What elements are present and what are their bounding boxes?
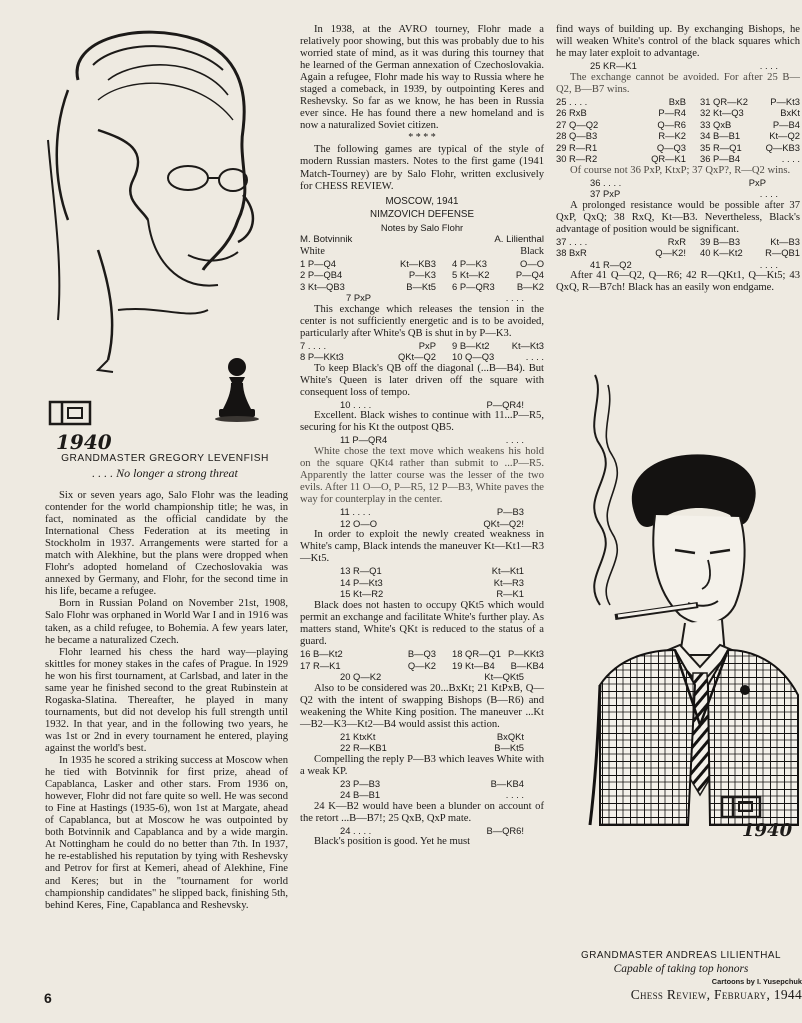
game-note: To keep Black's QB off the diagonal (...B—B4). But White's Queen is later driven off the square with consequent loss of tempo.: [300, 362, 544, 398]
move-row: 11 P—QR4 . . . .: [340, 434, 524, 446]
move-row: 29 R—R1 Q—Q3 35 R—Q1 Q—KB3: [556, 141, 800, 153]
moves-block-2: [300, 340, 544, 363]
move-row: 20 Q—K2 Kt—QKt5: [340, 671, 524, 683]
moves-block-r1: [556, 96, 800, 165]
colors-row: [300, 246, 544, 258]
opening-name: NIMZOVICH DEFENSE: [370, 208, 474, 220]
move-row: 25 KR—K1 . . . .: [590, 60, 778, 72]
moves-block-r2: [556, 177, 800, 200]
magazine-footer: Chess Review, February, 1944: [630, 987, 802, 1002]
move-row: 22 R—KB1 B—Kt5: [340, 742, 524, 754]
move-row: 24 . . . . B—QR6!: [340, 824, 524, 836]
lilienthal-caricature-image: [560, 355, 800, 945]
white-label: White: [300, 245, 325, 257]
move-row: 14 P—Kt3 Kt—R3: [340, 576, 524, 588]
moves-block-7: [300, 778, 544, 801]
move-row: 17 R—K1 Q—K2 19 Kt—B4 B—KB4: [300, 659, 544, 671]
moves-block-6: [300, 731, 544, 754]
move-row: 30 R—R2 QR—K1 36 P—B4 . . . .: [556, 153, 800, 165]
moves-block-4: [300, 565, 544, 600]
moves-block-1: [300, 258, 544, 304]
game-note: This exchange which releases the tension in the center is not sufficiently energetic and is to be avoided, particularly after White's QB is shut in by P—K3.: [300, 303, 544, 339]
moves-block-r3: [556, 236, 800, 271]
game-place: MOSCOW, 1941: [385, 195, 459, 207]
move-row: 3 Kt—QB3 B—Kt5 6 P—QR3 B—K2: [300, 280, 544, 292]
game-note: Of course not 36 PxP, KtxP; 37 QxP?, R—Q2 wins.: [570, 164, 791, 176]
cartoon-credit: Cartoons by I. Yusepchuk: [711, 977, 802, 986]
move-row: 37 PxP . . . .: [590, 188, 778, 200]
move-row: 15 Kt—R2 R—K1: [340, 588, 524, 600]
move-row: 38 BxR Q—K2! 40 K—Kt2 R—QB1: [556, 247, 800, 259]
intro-paragraph-2: The following games are typical of the style of modern Russian masters. Notes to the first game (1941 Match-Tourney) are by Salo Flohr, written exclusively for CHESS REVIEW.: [300, 144, 544, 192]
intro-paragraph: In 1938, at the AVRO tourney, Flohr made a relatively poor showing, but this was probably due to his worried state of mind, as it was during this tourney that he learned of the German annexation of Czechoslovakia. Again a refugee, Flohr made his way to Russia where he staged a comeback, in 1939, by outpointing Keres and Reshevsky. So far as we know, he has been in Russia ever since. He has found there a new homeland and is now a naturalized Soviet citizen.: [300, 24, 544, 132]
lilienthal-caption-name: GRANDMASTER ANDREAS LILIENTHAL: [581, 950, 781, 961]
signature-year: 1940: [742, 820, 793, 841]
game-note: The exchange cannot be avoided. For after 25 B—Q2, B—B7 wins.: [556, 71, 800, 95]
moves-block-3: [300, 506, 544, 529]
lilienthal-caption-sub: Capable of taking top honors: [613, 963, 749, 975]
move-row: 7 PxP . . . .: [346, 292, 524, 304]
levenfish-caption-sub: . . . . No longer a strong threat: [92, 466, 238, 480]
pawn-icon: [212, 355, 262, 423]
move-row: 25 . . . . BxB 31 QR—K2 P—Kt3: [556, 95, 800, 107]
move-row: 16 B—Kt2 B—Q3 18 QR—Q1 P—KKt3: [300, 648, 544, 660]
move-row: 26 RxB P—R4 32 Kt—Q3 BxKt: [556, 107, 800, 119]
page-number: 6: [44, 990, 52, 1006]
game-note: Compelling the reply P—B3 which leaves White with a weak KP.: [300, 753, 544, 777]
left-article-column: [45, 490, 288, 912]
game-note: White chose the text move which weakens his hold on the square QKt4 rather than submit to ...P—R5. Apparently the latter course was the lesser of the two evils. After 11 O—O, P—R5, 12 P—B3, White paves the way for counterplay in the center.: [300, 445, 544, 506]
move-row: 37 . . . . RxR 39 B—B3 Kt—B3: [556, 235, 800, 247]
move-row: 28 Q—B3 R—K2 34 B—B1 Kt—Q2: [556, 130, 800, 142]
game-note: Excellent. Black wishes to continue with 11...P—R5, securing for his Kt the outpost QB5.: [300, 410, 544, 434]
move-row: 12 O—O QKt—Q2!: [340, 517, 524, 529]
notes-by: Notes by Salo Flohr: [380, 221, 464, 233]
article-paragraph: Flohr learned his chess the hard way—playing skittles for money stakes in the cafes of Prague. In 1929 he won his first tournament, at Carlsbad, and later in the same year he finished second to the great Rubinstein at Rogaska-Slatina. Thereafter, he played in many tournaments, but did not develop his full strength until 1932. In that year, and in the following two years, he was 1st or 2nd in every tournament he entered, playing against the world's best.: [45, 646, 288, 754]
move-row: 11 . . . . P—B3: [340, 506, 524, 518]
game-note: After 41 Q—Q2, Q—R6; 42 R—QKt1, Q—Kt5; 43 QxQ, R—B7ch! Black has an easily won endgame.: [556, 270, 800, 294]
move-row: 36 . . . . PxP: [590, 176, 766, 188]
move-row: 13 R—Q1 Kt—Kt1: [340, 565, 524, 577]
move-row: 21 KtxKt BxQKt: [340, 730, 524, 742]
lilienthal-cartoon: [560, 355, 800, 945]
move-row: 8 P—KKt3 QKt—Q2 10 Q—Q3 . . . .: [300, 351, 544, 363]
artist-signature: [48, 400, 128, 452]
article-paragraph: Six or seven years ago, Salo Flohr was the leading contender for the world championship title; he was, in fact, nominated as the official candidate by the International Chess Federation at its meeting in Stockholm in 1937. Arrangements were started for a match with Alekhine, but the plans were dropped when Flohr's adopted homeland of Czechoslovakia was annexed by Germany, and Flohr, for the second time in his life, became a refugee.: [45, 490, 288, 598]
move-row: 10 . . . . P—QR4!: [340, 398, 524, 410]
black-label: Black: [520, 245, 544, 257]
black-player: A. Lilienthal: [494, 233, 544, 245]
move-row: 2 P—QB4 P—K3 5 Kt—K2 P—Q4: [300, 269, 544, 281]
move-row: 7 . . . . PxP 9 B—Kt2 Kt—Kt3: [300, 339, 544, 351]
game-note: Black's position is good. Yet he must: [314, 836, 471, 848]
players-row: [300, 234, 544, 246]
move-row: 41 R—Q2 . . . .: [590, 258, 778, 270]
move-row: 27 Q—Q2 Q—R6 33 QxB P—B4: [556, 118, 800, 130]
move-row: 24 B—B1 . . . .: [340, 789, 524, 801]
move-row: 23 P—B3 B—KB4: [340, 777, 524, 789]
middle-column: [300, 24, 544, 848]
section-stars: * * * *: [408, 132, 436, 144]
game-note: Black does not hasten to occupy QKt5 which would permit an exchange and facilitate White's further play. As matters stand, White's QKt is reduced to the status of a guard.: [300, 599, 544, 647]
article-paragraph: Born in Russian Poland on November 21st, 1908, Salo Flohr was orphaned in World War I and in 1916 was taken, as a child refugee, to Bohemia. A few years later, he became a naturalized Czech.: [45, 598, 288, 646]
article-paragraph: In 1935 he scored a striking success at Moscow when he tied with Botvinnik for first prize, ahead of Capablanca, Lasker and other stars. From 1936 on, however, Flohr did not fare quite so well. He was second to Fine at Hastings (1935-6), won 1st at Margate, ahead of Capablanca, but at Moscow he was outpointed by both Botvinnik and Capablanca and by a wide margin. At Nottingham he could do no better than 7th. In 1937, he re-established his reputation by tying with Reshevsky and Petrov for first at Kemeri, ahead of Alekhine, Fine and Keres; but in the "tournament for world championship candidates" he slipped back, finishing 5th, behind Keres, Fine, Capablanca and Reshevsky.: [45, 755, 288, 911]
game-note: find ways of building up. By exchanging Bishops, he will weaken White's control of the black squares which he may later exploit to advantage.: [556, 24, 800, 60]
moves-block-5: [300, 648, 544, 683]
white-player: M. Botvinnik: [300, 233, 353, 245]
levenfish-caption-name: GRANDMASTER GREGORY LEVENFISH: [61, 453, 269, 464]
game-note: Also to be considered was 20...BxKt; 21 KtPxB, Q—Q2 with the intent of swapping Bishops (B—R6) and weakening the White King position. The maneuver ...Kt—B2—K3—Kt2—B4 would assist this action.: [300, 682, 544, 730]
right-column: [556, 24, 800, 295]
signature-year: 1940: [56, 430, 112, 454]
move-row: 1 P—Q4 Kt—KB3 4 P—K3 O—O: [300, 257, 544, 269]
game-note: In order to exploit the newly created weakness in White's camp, Black intends the maneuver Kt—Kt1—R3—Kt5.: [300, 529, 544, 565]
game-note: 24 K—B2 would have been a blunder on account of the retort ...B—B7!; 25 QxB, QxP mate.: [300, 800, 544, 824]
game-note: A prolonged resistance would be possible after 37 QxP, QxQ; 38 RxQ, Kt—B3. Nevertheless, Black's advantage of position would be significant.: [556, 199, 800, 235]
